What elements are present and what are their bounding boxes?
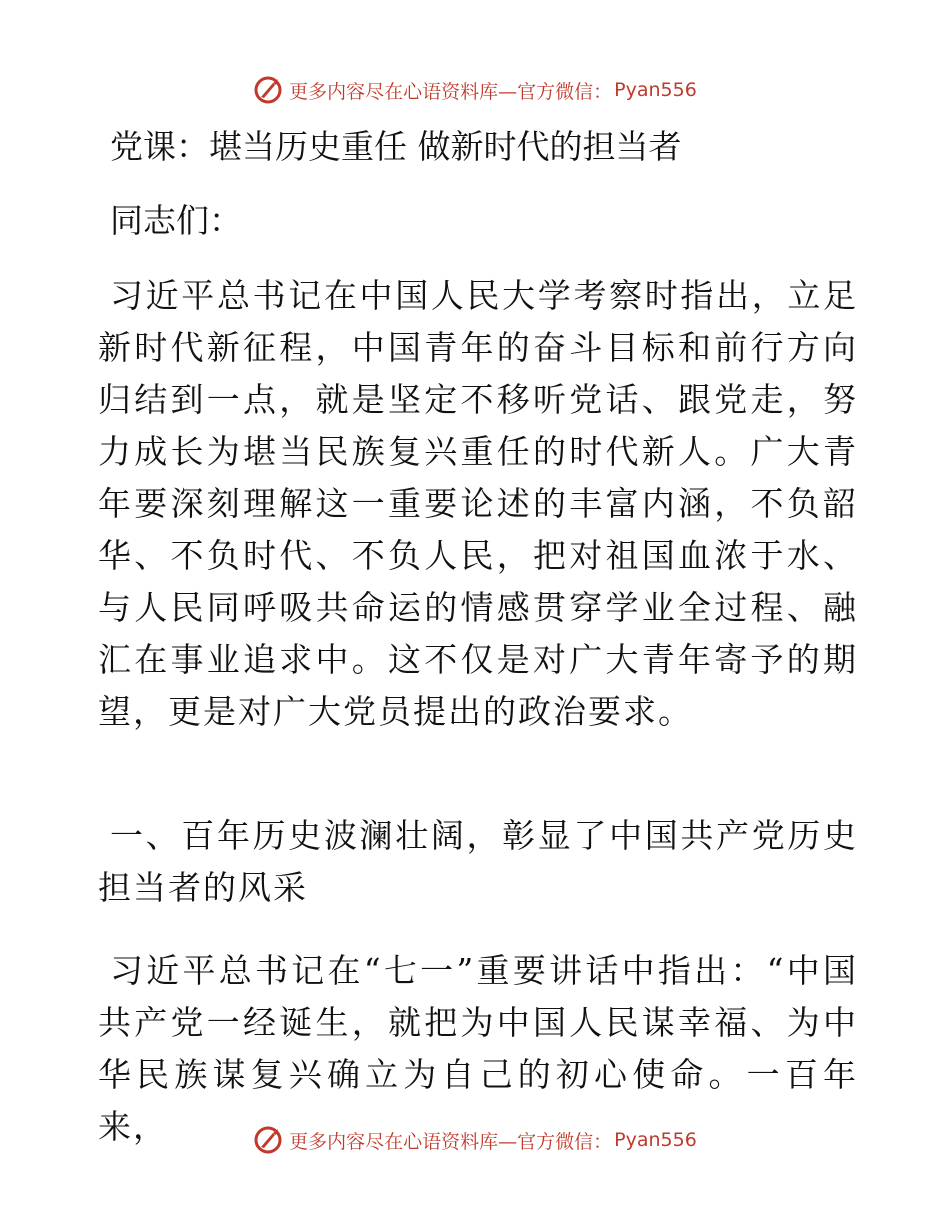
- watermark-id: Pyan556: [614, 1129, 697, 1151]
- salutation: 同志们：: [110, 201, 242, 240]
- section-heading-1: 一、百年历史波澜壮阔，彰显了中国共产党历史担当者的风采: [98, 816, 858, 907]
- quill-logo-icon: [253, 75, 283, 105]
- footer-watermark: [0, 1120, 950, 1160]
- watermark-text: 更多内容尽在心语资料库—官方微信：: [289, 1130, 613, 1153]
- watermark-id: Pyan556: [614, 79, 697, 101]
- paragraph-1: 习近平总书记在中国人民大学考察时指出，立足新时代新征程，中国青年的奋斗目标和前行方向归结到一点，就是坚定不移听党话、跟党走，努力成长为堪当民族复兴重任的时代新人。广大青年要深刻理解这一重要论述的丰富内涵，不负韶华、不负时代、不负人民，把对祖国血浓于水、与人民同呼吸共命运的情感贯穿学业全过程、融汇在事业追求中。这不仅是对广大青年寄予的期望，更是对广大党员提出的政治要求。: [98, 276, 858, 731]
- header-watermark: [0, 70, 950, 110]
- document-title: 党课：堪当历史重任 做新时代的担当者: [110, 127, 682, 166]
- paragraph-2: 习近平总书记在“七一”重要讲话中指出：“中国共产党一经诞生，就把为中国人民谋幸福、为中华民族谋复兴确立为自己的初心使命。一百年来，: [98, 951, 858, 1146]
- quill-logo-icon: [253, 1125, 283, 1155]
- watermark-text: 更多内容尽在心语资料库—官方微信：: [289, 80, 613, 103]
